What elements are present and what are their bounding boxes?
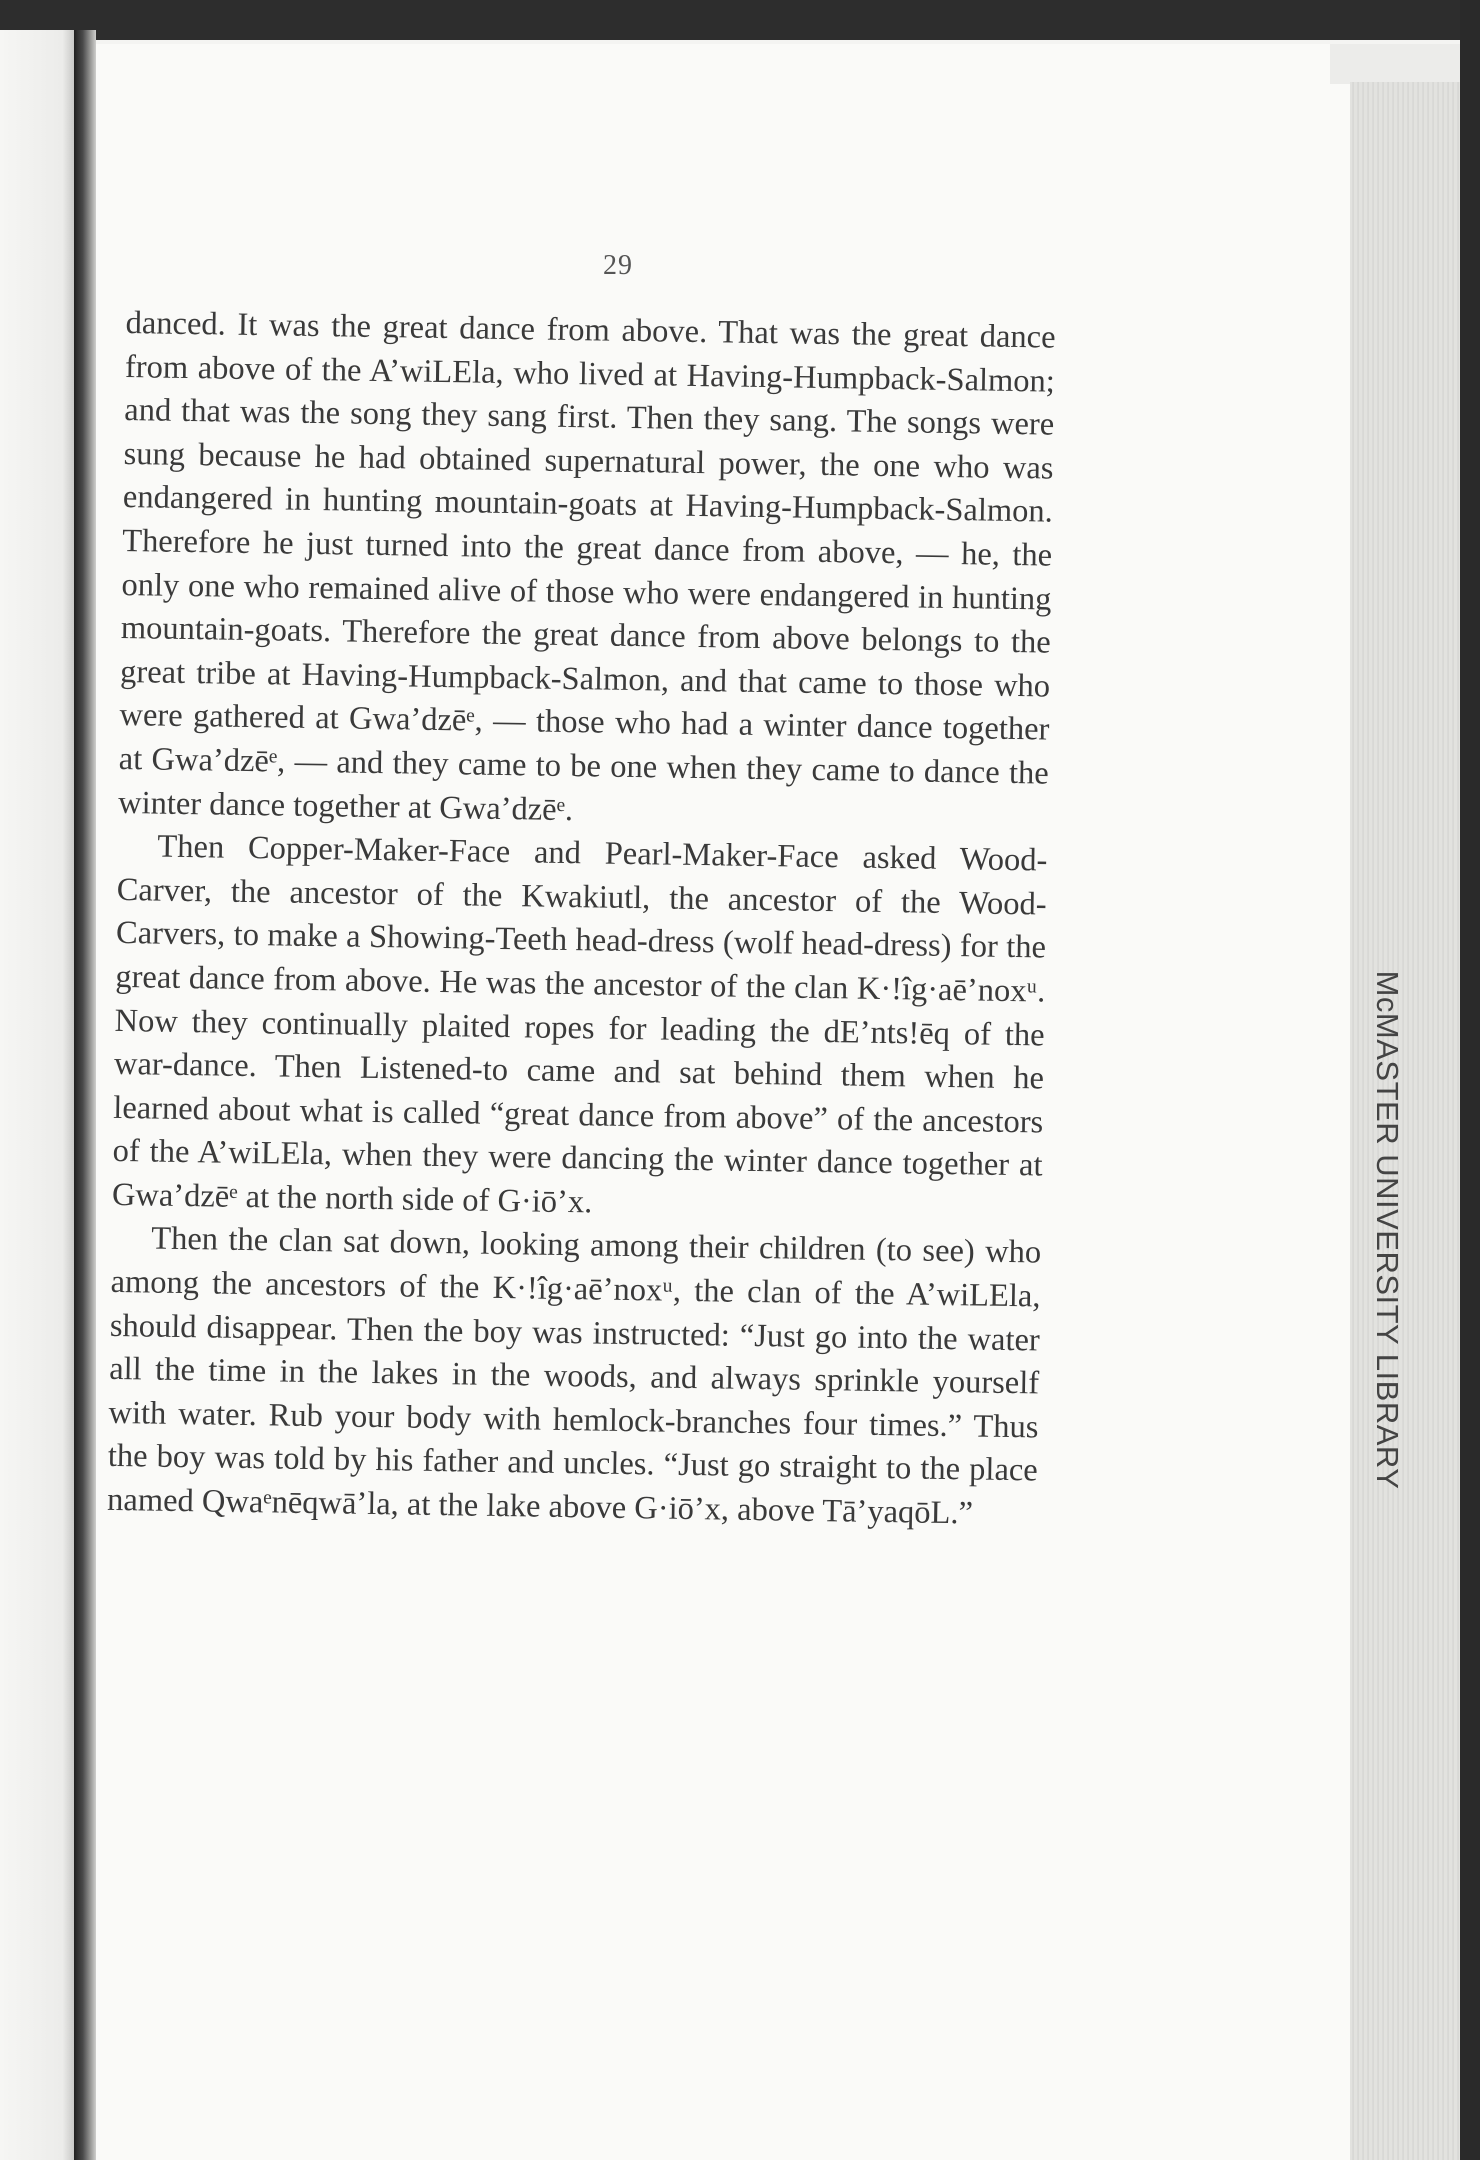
library-stamp: McMASTER UNIVERSITY LIBRARY [1370,970,1405,1490]
facing-page-edge [0,30,78,2160]
paragraph-1: danced. It was the great dance from above. That was the great dance from above of the A’wiLEla, who lived at Having-Humpback-Salmon; and that was the song they sang first. Then they sang. The songs were sung because he had obtained supernatural power, the one who was endangered in hunting mountain-goats at Having-Humpback-Salmon. Therefore he just turned into the great dance from above, — he, the only one who remained alive of those who were endangered in hunting mountain-goats. Therefore the great dance from above belongs to the great tribe at Having-Humpback-Salmon, and that came to those who were gathered at Gwa’dzēᵉ, — those who had a winter dance together at Gwa’dzēᵉ, — and they came to be one when they came to dance the winter dance together at Gwa’dzēᵉ. [117,304,1056,828]
paragraph-3: Then the clan sat down, looking among their children (to see) who among the ancestors of the K·!îg·aē’noxᵘ, the clan of the A’wiLEla, should disappear. Then the boy was instructed: “Just go into the water all the time in the lakes in the woods, and always sprinkle yourself with water. Rub your body with hemlock-branches four times.” Thus the boy was told by his father and uncles. “Just go straight to the place named Qwaᵉnēqwā’la, at the lake above G·iō’x, above Tā’yaqōL.” [106,1220,1042,1532]
page-edges-top [1330,44,1460,84]
scanner-bed-top [0,0,1480,40]
scanner-bed-right [1460,0,1480,2160]
paragraph-2: Then Copper-Maker-Face and Pearl-Maker-Face asked Wood-Carver, the ancestor of the Kwakiutl, the ancestor of the Wood-Carvers, to make a Showing-Teeth head-dress (wolf head-dress) for the great dance from above. He was the ancestor of the clan K·!îg·aē’noxᵘ. Now they continually plaited ropes for leading the dE’nts!ēq of the war-dance. Then Listened-to came and sat behind them when he learned about what is called “great dance from above” of the ancestors of the A’wiLEla, when they were dancing the winter dance together at Gwa’dzēᵉ at the north side of G·iō’x. [111,828,1048,1221]
body-text [107,302,1056,1537]
page-number: 29 [603,250,633,281]
book-gutter [74,30,96,2160]
